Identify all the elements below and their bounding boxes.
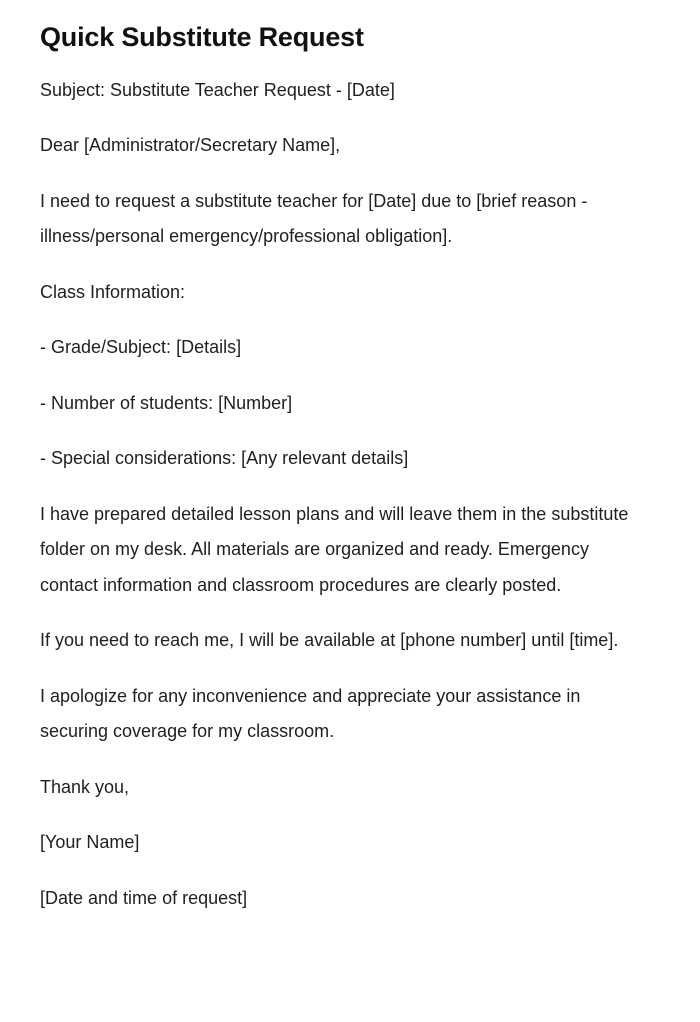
paragraph-lesson-plans-note: I have prepared detailed lesson plans and will leave them in the substitute folder on my desk. All materials are organized and ready. Emergency contact information and classroom procedures are clearly posted. bbox=[40, 503, 629, 595]
paragraph-contact-availability: If you need to reach me, I will be available at [phone number] until [time]. bbox=[40, 630, 619, 651]
paragraph-request-timestamp: [Date and time of request] bbox=[40, 887, 248, 908]
paragraph-signature-name: [Your Name] bbox=[40, 832, 140, 853]
paragraph-closing: Thank you, bbox=[40, 776, 130, 797]
paragraph-class-information-label: Class Information: bbox=[40, 281, 186, 302]
paragraph-detail-student-count: - Number of students: [Number] bbox=[40, 392, 293, 413]
paragraph-request-body: I need to request a substitute teacher for [Date] due to [brief reason - illness/personal emergency/professional obligation]. bbox=[40, 190, 588, 247]
paragraph-detail-grade-subject: - Grade/Subject: [Details] bbox=[40, 337, 242, 358]
paragraph-salutation: Dear [Administrator/Secretary Name], bbox=[40, 135, 341, 156]
paragraph-apology-note: I apologize for any inconvenience and appreciate your assistance in securing coverage for my classroom. bbox=[40, 685, 581, 742]
paragraph-subject-line: Subject: Substitute Teacher Request - [Date] bbox=[40, 79, 395, 100]
paragraph-detail-special-notes: - Special considerations: [Any relevant details] bbox=[40, 448, 409, 469]
document-body bbox=[40, 73, 640, 917]
page-title: Quick Substitute Request bbox=[40, 22, 364, 52]
